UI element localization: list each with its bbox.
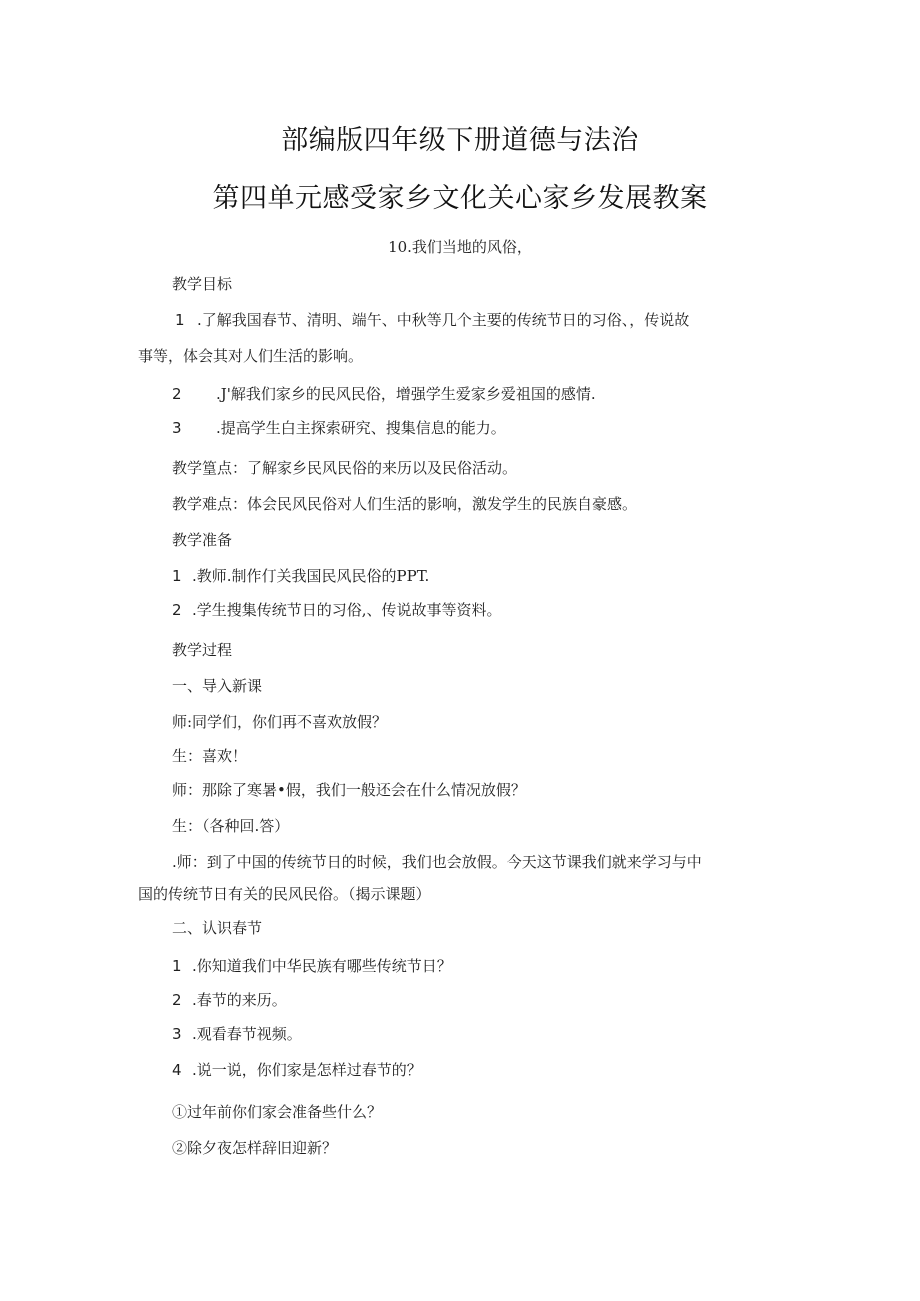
objective-1-number: 1 (175, 311, 185, 329)
objectives-heading: 教学目标 (172, 275, 233, 293)
step-3-text: .观看春节视频。 (192, 1025, 302, 1043)
objective-3 (172, 418, 506, 438)
dialogue-line-4: 生：（各种回.答） (172, 817, 290, 835)
objective-2 (172, 384, 596, 404)
objective-2-number: 2 (172, 385, 182, 403)
process-heading: 教学过程 (172, 641, 233, 659)
step-2-number: 2 (172, 991, 182, 1009)
step-1-text: .你知道我们中华民族有哪些传统节日？ (192, 957, 452, 975)
prep-2-number: 2 (172, 601, 182, 619)
step-2-text: .春节的来历。 (192, 991, 287, 1009)
dialogue-line-5: .师：到了中国的传统节日的时候，我们也会放假。今天这节课我们就来学习与中 (172, 853, 702, 871)
difficult-point: 教学难点：体会民风民俗对人们生活的影响，激发学生的民族自豪感。 (172, 495, 638, 513)
objective-2-text: .J'解我们家乡的民风民俗，增强学生爱家乡爱祖国的感情. (216, 385, 596, 403)
section-1-heading: 一、导入新课 (172, 677, 263, 695)
section-2-heading: 二、认识春节 (172, 919, 263, 937)
step-4-text: .说一说，你们家是怎样过春节的？ (192, 1061, 422, 1079)
objective-3-text: .提高学生白主探索研究、搜集信息的能力。 (216, 419, 506, 437)
step-1-number: 1 (172, 957, 182, 975)
prep-1-number: 1 (172, 567, 182, 585)
lesson-title: 10.我们当地的风俗， (388, 238, 532, 256)
step-2 (172, 990, 287, 1010)
objective-1-text: .了解我国春节、清明、端午、中秋等几个主要的传统节日的习俗、，传说故 (197, 311, 690, 329)
dialogue-line-5-continued: 国的传统节日有关的民风民俗。（揭示课题） (138, 885, 431, 903)
prep-2-text: .学生搜集传统节日的习俗,、传说故事等资料。 (192, 601, 502, 619)
objective-3-number: 3 (172, 419, 182, 437)
dialogue-line-1: 师:同学们，你们再不喜欢放假？ (172, 713, 388, 731)
step-3 (172, 1024, 302, 1044)
step-4 (172, 1060, 422, 1080)
step-3-number: 3 (172, 1025, 182, 1043)
key-point: 教学篁点：了解家乡民风民俗的来历以及民俗活动。 (172, 459, 518, 477)
document-title-line-1: 部编版四年级下册道德与法治 (281, 125, 639, 156)
step-4-number: 4 (172, 1061, 182, 1079)
objective-1-continued: 事等，体会其对人们生活的影响。 (138, 347, 364, 365)
prep-1-text: .教师.制作仃关我国民风民俗的PPT. (192, 567, 430, 585)
preparation-2 (172, 600, 502, 620)
dialogue-line-2: 生：喜欢！ (172, 747, 248, 765)
dialogue-line-3: 师：那除了寒暑•假，我们一般还会在什么情况放假？ (172, 781, 526, 799)
preparation-heading: 教学准备 (172, 531, 233, 549)
objective-1 (175, 310, 689, 330)
document-title-line-2: 第四单元感受家乡文化关心家乡发展教案 (212, 183, 708, 214)
sub-question-2: ②除夕夜怎样辞旧迎新？ (172, 1139, 338, 1157)
sub-question-1: ①过年前你们家会准备些什么？ (172, 1103, 383, 1121)
preparation-1 (172, 566, 429, 586)
step-1 (172, 956, 452, 976)
